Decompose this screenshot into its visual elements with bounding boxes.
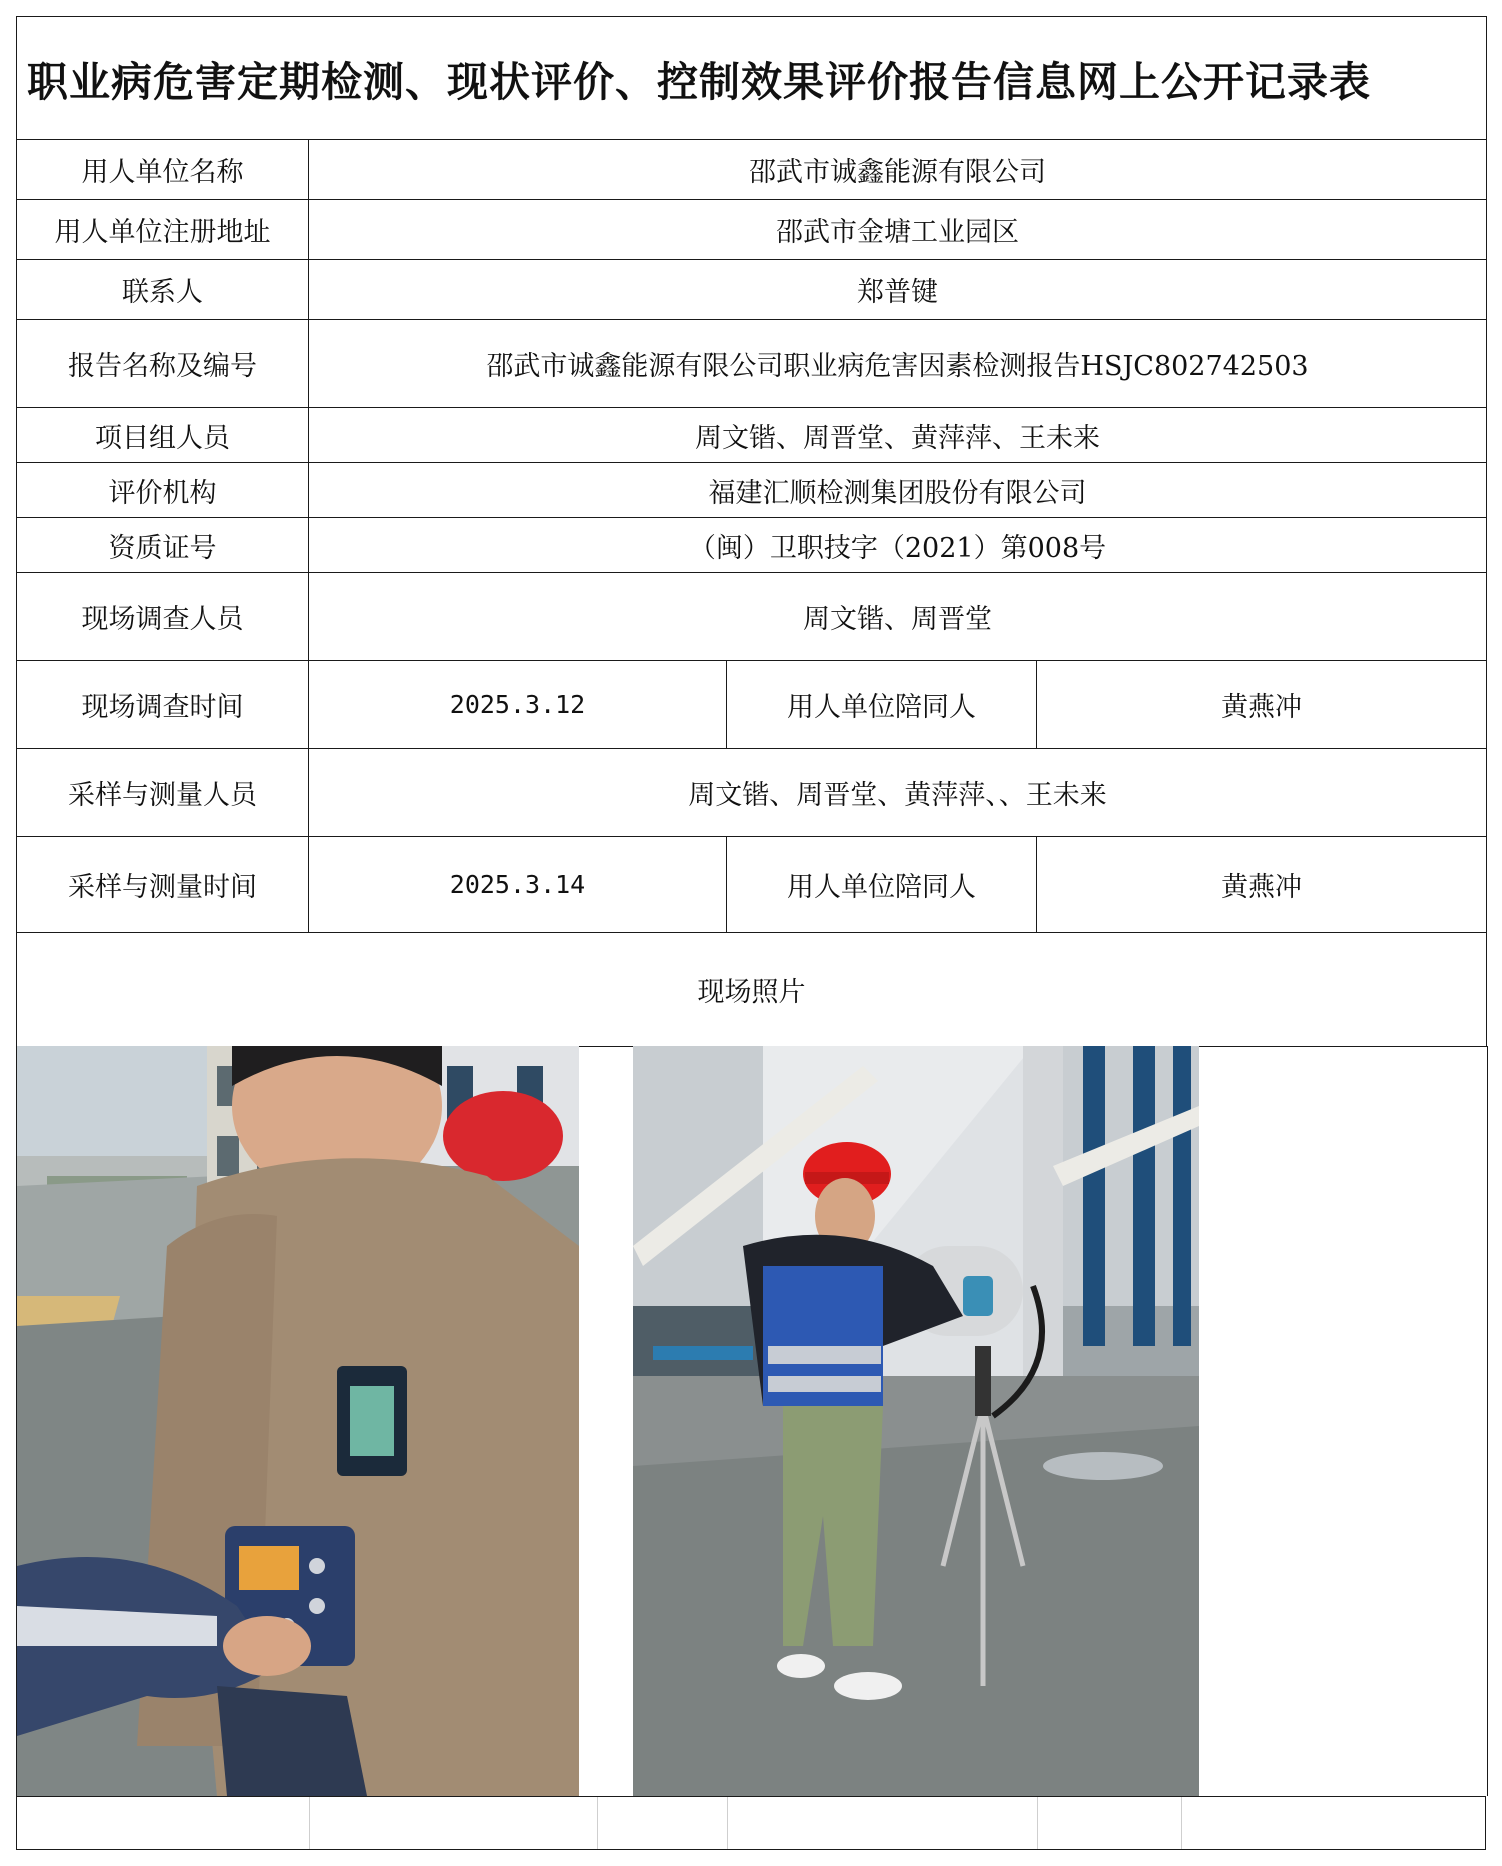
sampling-time-label: 采样与测量时间: [17, 837, 309, 933]
report-label: 报告名称及编号: [17, 320, 309, 408]
employer-name-label: 用人单位名称: [17, 140, 309, 200]
record-sheet: [16, 16, 1486, 1047]
bottom-divider: [309, 1797, 310, 1849]
survey-staff-label: 现场调查人员: [17, 573, 309, 661]
agency-value: 福建汇顺检测集团股份有限公司: [309, 463, 1487, 518]
employer-address-value: 邵武市金塘工业园区: [309, 200, 1487, 260]
bottom-divider: [597, 1797, 598, 1849]
sampling-time-value: 2025.3.14: [309, 837, 727, 933]
license-value: （闽）卫职技字（2021）第008号: [309, 518, 1487, 573]
report-value: 邵武市诚鑫能源有限公司职业病危害因素检测报告HSJC802742503: [309, 320, 1487, 408]
team-label: 项目组人员: [17, 408, 309, 463]
bottom-divider: [727, 1797, 728, 1849]
site-photo-2: [633, 1046, 1199, 1796]
survey-escort-value: 黄燕冲: [1037, 661, 1487, 749]
team-value: 周文锴、周晋堂、黄萍萍、王未来: [309, 408, 1487, 463]
agency-label: 评价机构: [17, 463, 309, 518]
bottom-divider: [1181, 1797, 1182, 1849]
photos-label: 现场照片: [17, 933, 1487, 1047]
sampling-staff-value: 周文锴、周晋堂、黄萍萍、、王未来: [309, 749, 1487, 837]
survey-escort-label: 用人单位陪同人: [727, 661, 1037, 749]
sampling-staff-label: 采样与测量人员: [17, 749, 309, 837]
survey-time-label: 现场调查时间: [17, 661, 309, 749]
empty-bottom-row: [16, 1796, 1486, 1850]
site-photos: [16, 1046, 1488, 1796]
survey-time-value: 2025.3.12: [309, 661, 727, 749]
sampling-escort-label: 用人单位陪同人: [727, 837, 1037, 933]
license-label: 资质证号: [17, 518, 309, 573]
survey-staff-value: 周文锴、周晋堂: [309, 573, 1487, 661]
site-photo-1: [17, 1046, 579, 1796]
contact-value: 郑普键: [309, 260, 1487, 320]
bottom-divider: [1037, 1797, 1038, 1849]
record-table: [16, 16, 1487, 1047]
employer-name-value: 邵武市诚鑫能源有限公司: [309, 140, 1487, 200]
contact-label: 联系人: [17, 260, 309, 320]
employer-address-label: 用人单位注册地址: [17, 200, 309, 260]
page-title: 职业病危害定期检测、现状评价、控制效果评价报告信息网上公开记录表: [17, 17, 1487, 140]
sampling-escort-value: 黄燕冲: [1037, 837, 1487, 933]
